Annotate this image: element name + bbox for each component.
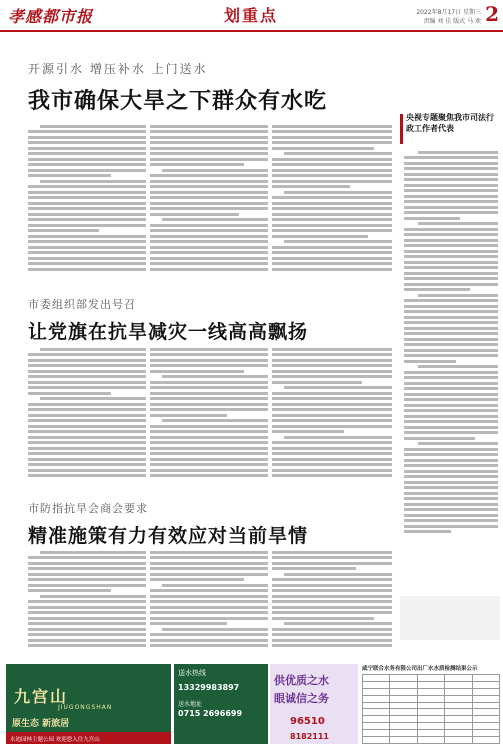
table-row xyxy=(363,688,500,695)
story2-headline: 让党旗在抗旱减灾一线高高飘扬 xyxy=(28,321,309,343)
ad-water-service-hotline: 96510 xyxy=(290,716,325,727)
ad-jiugongshan-strip-text: 永迪园林主题公园 欢迎您入住九宫山 xyxy=(10,737,100,743)
ad-jiugongshan-tagline: 原生态 新旅居 xyxy=(12,719,70,729)
ad-water-delivery-phone-2: 0715 2696699 xyxy=(178,709,243,718)
story3-body-col-2 xyxy=(150,548,268,660)
story2-kicker: 市委组织部发出号召 xyxy=(28,298,136,311)
side-advertisement xyxy=(400,596,500,640)
text-lines xyxy=(272,348,392,478)
ad-water-service-line-1: 供优质之水 xyxy=(274,674,329,687)
side-accent-bar xyxy=(400,114,403,144)
lead-kicker: 开源引水 增压补水 上门送水 xyxy=(28,62,208,76)
table-row xyxy=(363,675,500,682)
water-quality-table-title: 咸宁联合水务有限公司出厂水水质检测结果公示 xyxy=(362,666,478,672)
masthead-logo: 孝感都市报 xyxy=(8,7,94,26)
lead-body-col-1 xyxy=(28,122,146,292)
ad-water-service-line-2: 眼诚信之务 xyxy=(274,692,329,705)
side-headline: 央视专题聚焦我市司法行政工作者代表 xyxy=(406,113,494,133)
story3-kicker: 市防指抗旱会商会要求 xyxy=(28,502,148,515)
text-lines xyxy=(150,125,268,271)
section-label-wrap xyxy=(186,3,316,26)
side-body xyxy=(404,148,498,592)
date-line-2: 责编 刘 佳 版式 马 欢 xyxy=(423,18,481,25)
water-quality-table xyxy=(362,674,500,744)
lead-body-col-3 xyxy=(272,122,392,292)
table-row xyxy=(363,695,500,702)
ad-water-delivery-title: 送水热线 xyxy=(178,669,206,677)
text-lines xyxy=(272,125,392,271)
ad-jiugongshan-sub: JIUGONGSHAN xyxy=(58,704,113,711)
story2-body-col-1 xyxy=(28,345,146,495)
story2-body-col-3 xyxy=(272,345,392,495)
page-number: 2 xyxy=(485,2,499,26)
table-row xyxy=(363,737,500,744)
story3-body-col-1 xyxy=(28,548,146,660)
text-lines xyxy=(28,348,146,478)
section-label: 划重点 xyxy=(223,6,278,25)
ad-water-delivery-phone: 13329983897 xyxy=(178,683,240,692)
text-lines xyxy=(150,551,268,648)
table-row xyxy=(363,723,500,730)
text-lines xyxy=(272,551,392,648)
story3-headline: 精准施策有力有效应对当前旱情 xyxy=(28,525,309,547)
table-row xyxy=(363,716,500,723)
lead-headline: 我市确保大旱之下群众有水吃 xyxy=(28,89,328,114)
story3-body-col-3 xyxy=(272,548,392,660)
ad-water-delivery-address-label: 送水地址 xyxy=(178,701,203,708)
table-row xyxy=(363,681,500,688)
text-lines xyxy=(28,551,146,648)
ad-water-service-hotline-2: 8182111 xyxy=(290,732,329,741)
text-lines xyxy=(404,151,498,534)
date-line-1: 2022年8月17日 星期三 xyxy=(416,9,481,16)
text-lines xyxy=(28,125,146,271)
text-lines xyxy=(150,348,268,478)
table-row xyxy=(363,709,500,716)
story2-body-col-2 xyxy=(150,345,268,495)
table-row xyxy=(363,702,500,709)
masthead-divider xyxy=(0,30,503,32)
date-line xyxy=(391,8,481,26)
lead-body-col-2 xyxy=(150,122,268,292)
ad-jiugongshan-logo: 九宫山 xyxy=(14,687,69,706)
table-row xyxy=(363,730,500,737)
